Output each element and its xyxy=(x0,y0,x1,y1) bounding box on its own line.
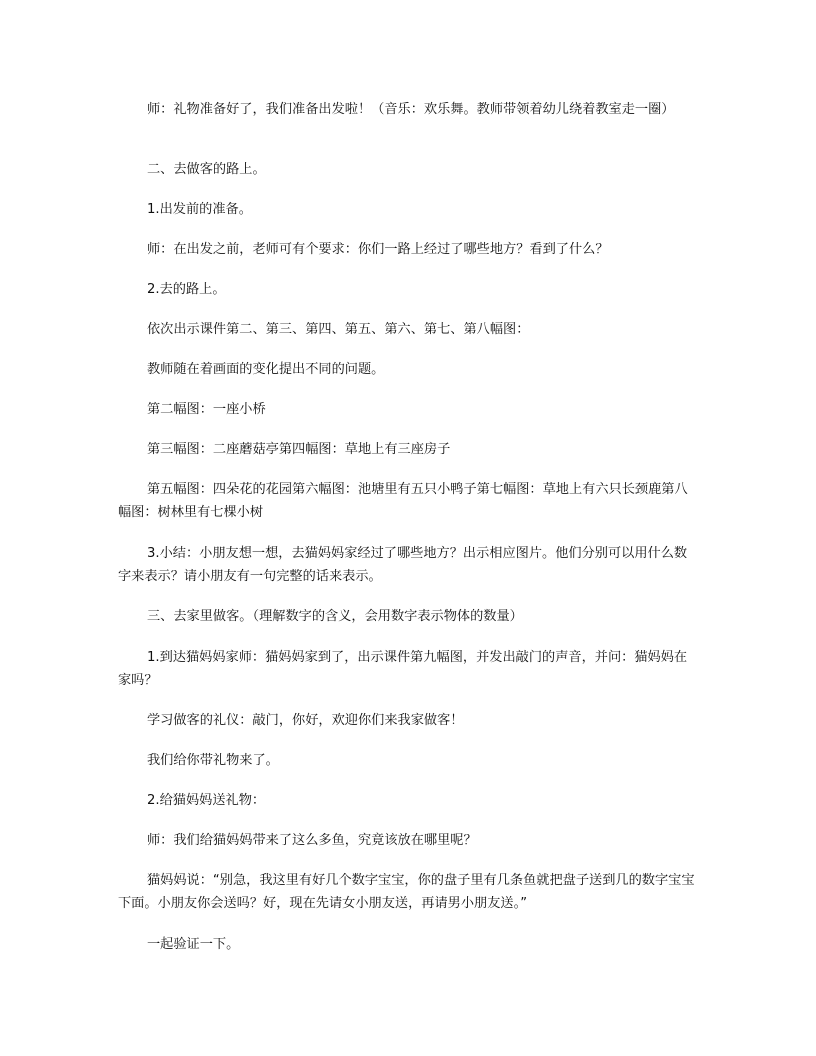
paragraph-pictures-three-four: 第三幅图：二座蘑菇亭第四幅图：草地上有三座房子 xyxy=(147,442,451,457)
paragraph-picture-two: 第二幅图：一座小桥 xyxy=(147,402,266,417)
section-heading-on-the-way: 二、去做客的路上。 xyxy=(147,162,266,177)
step-on-the-road: 2.去的路上。 xyxy=(147,282,226,297)
paragraph-pictures-five-to-eight: 第五幅图：四朵花的花园第六幅图：池塘里有五只小鸭子第七幅图：草地上有六只长颈鹿第八幅图：树林里有七棵小树 xyxy=(118,482,688,520)
paragraph-bring-gifts: 我们给你带礼物来了。 xyxy=(147,753,279,768)
step-preparation: 1.出发前的准备。 xyxy=(147,202,252,217)
paragraph-summary: 3.小结：小朋友想一想，去猫妈妈家经过了哪些地方？出示相应图片。他们分别可以用什么数字来表示？请小朋友有一句完整的话来表示。 xyxy=(118,546,688,584)
step-give-gifts: 2.给猫妈妈送礼物： xyxy=(147,793,266,808)
paragraph-where-to-put-fish: 师：我们给猫妈妈带来了这么多鱼，究竟该放在哪里呢？ xyxy=(147,833,477,848)
paragraph-teacher-requirement: 师：在出发之前，老师可有个要求：你们一路上经过了哪些地方？看到了什么？ xyxy=(147,242,609,257)
section-heading-visit-home: 三、去家里做客。（理解数字的含义，会用数字表示物体的数量） xyxy=(147,609,523,624)
paragraph-show-courseware: 依次出示课件第二、第三、第四、第五、第六、第七、第八幅图： xyxy=(147,322,530,337)
paragraph-verify-together: 一起验证一下。 xyxy=(147,937,240,952)
paragraph-visiting-etiquette: 学习做客的礼仪：敲门，你好，欢迎你们来我家做客！ xyxy=(147,713,464,728)
paragraph-cat-mom-says: 猫妈妈说：“别急，我这里有好几个数字宝宝，你的盘子里有几条鱼就把盘子送到几的数字宝宝下面。小朋友你会送吗？好，现在先请女小朋友送，再请男小朋友送。” xyxy=(118,873,695,911)
paragraph-depart: 师：礼物准备好了，我们准备出发啦！（音乐：欢乐舞。教师带领着幼儿绕着教室走一圈） xyxy=(147,102,675,117)
paragraph-teacher-questions: 教师随在着画面的变化提出不同的问题。 xyxy=(147,362,385,377)
step-arrive-cat-mom-home: 1.到达猫妈妈家师：猫妈妈家到了，出示课件第九幅图，并发出敲门的声音，并问：猫妈妈在家吗？ xyxy=(118,650,688,688)
